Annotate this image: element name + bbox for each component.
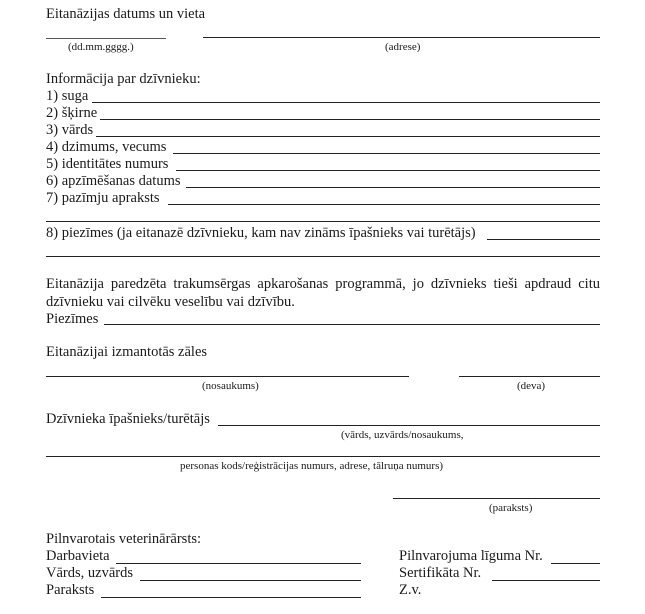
drugs-heading: Eitanāzijai izmantotās zāles [46,344,208,360]
stamp-label: Z.v. [399,582,422,598]
certificate-number-label: Sertifikāta Nr. [399,565,482,581]
address-field[interactable] [203,37,600,38]
description-label: 7) pazīmju apraksts [46,190,160,206]
animal-info-heading: Informācija par dzīvnieku: [46,71,201,87]
id-number-field[interactable] [176,170,600,171]
rabies-statement: Eitanāzija paredzēta trakumsērgas apkarošanas programmā, jo dzīvnieks tieši apdraud citu dzīvnieku vai cilvēku veselību vai dzīvību. [46,276,600,310]
owner-signature-caption: (paraksts) [489,502,533,514]
name-label: 3) vārds [46,122,94,138]
owner-label: Dzīvnieka īpašnieks/turētājs [46,411,210,427]
name-field[interactable] [96,136,600,137]
species-label: 1) suga [46,88,89,104]
address-caption: (adrese) [385,41,421,53]
owner-caption-2: personas kods/reģistrācijas numurs, adrese, tālruņa numurs) [180,460,444,472]
marking-date-label: 6) apzīmēšanas datums [46,173,181,189]
description-field[interactable] [168,204,600,205]
notes-unknown-owner-field[interactable] [487,239,600,240]
contract-number-field[interactable] [551,563,600,564]
drug-name-field[interactable] [46,376,409,377]
drug-dose-caption: (deva) [517,380,546,392]
notes-unknown-owner-label: 8) piezīmes (ja eitanazē dzīvnieku, kam nav zināms īpašnieks vai turētājs) [46,225,476,241]
species-field[interactable] [92,102,600,103]
marking-date-field[interactable] [186,187,600,188]
id-number-label: 5) identitātes numurs [46,156,169,172]
owner-field[interactable] [218,425,600,426]
vet-signature-label: Paraksts [46,582,95,598]
drug-dose-field[interactable] [459,376,600,377]
rabies-notes-label: Piezīmes [46,311,99,327]
sex-age-label: 4) dzimums, vecums [46,139,167,155]
drug-name-caption: (nosaukums) [202,380,259,392]
date-field[interactable] [46,38,166,39]
rabies-notes-field[interactable] [104,324,600,325]
owner-signature-field[interactable] [393,498,600,499]
certificate-number-field[interactable] [492,580,600,581]
description-field-line2[interactable] [46,221,600,222]
breed-label: 2) šķirne [46,105,98,121]
owner-caption-1: (vārds, uzvārds/nosaukums, [341,429,464,441]
vet-heading: Pilnvarotais veterinārārsts: [46,531,202,547]
workplace-label: Darbavieta [46,548,110,564]
date-caption: (dd.mm.gggg.) [68,41,134,53]
vet-name-field[interactable] [140,580,361,581]
workplace-field[interactable] [116,563,361,564]
vet-signature-field[interactable] [101,597,361,598]
owner-details-field[interactable] [46,456,600,457]
contract-number-label: Pilnvarojuma līguma Nr. [399,548,543,564]
place-date-heading: Eitanāzijas datums un vieta [46,6,206,22]
sex-age-field[interactable] [173,153,600,154]
vet-name-label: Vārds, uzvārds [46,565,133,581]
notes-unknown-owner-field-line2[interactable] [46,256,600,257]
breed-field[interactable] [100,119,600,120]
